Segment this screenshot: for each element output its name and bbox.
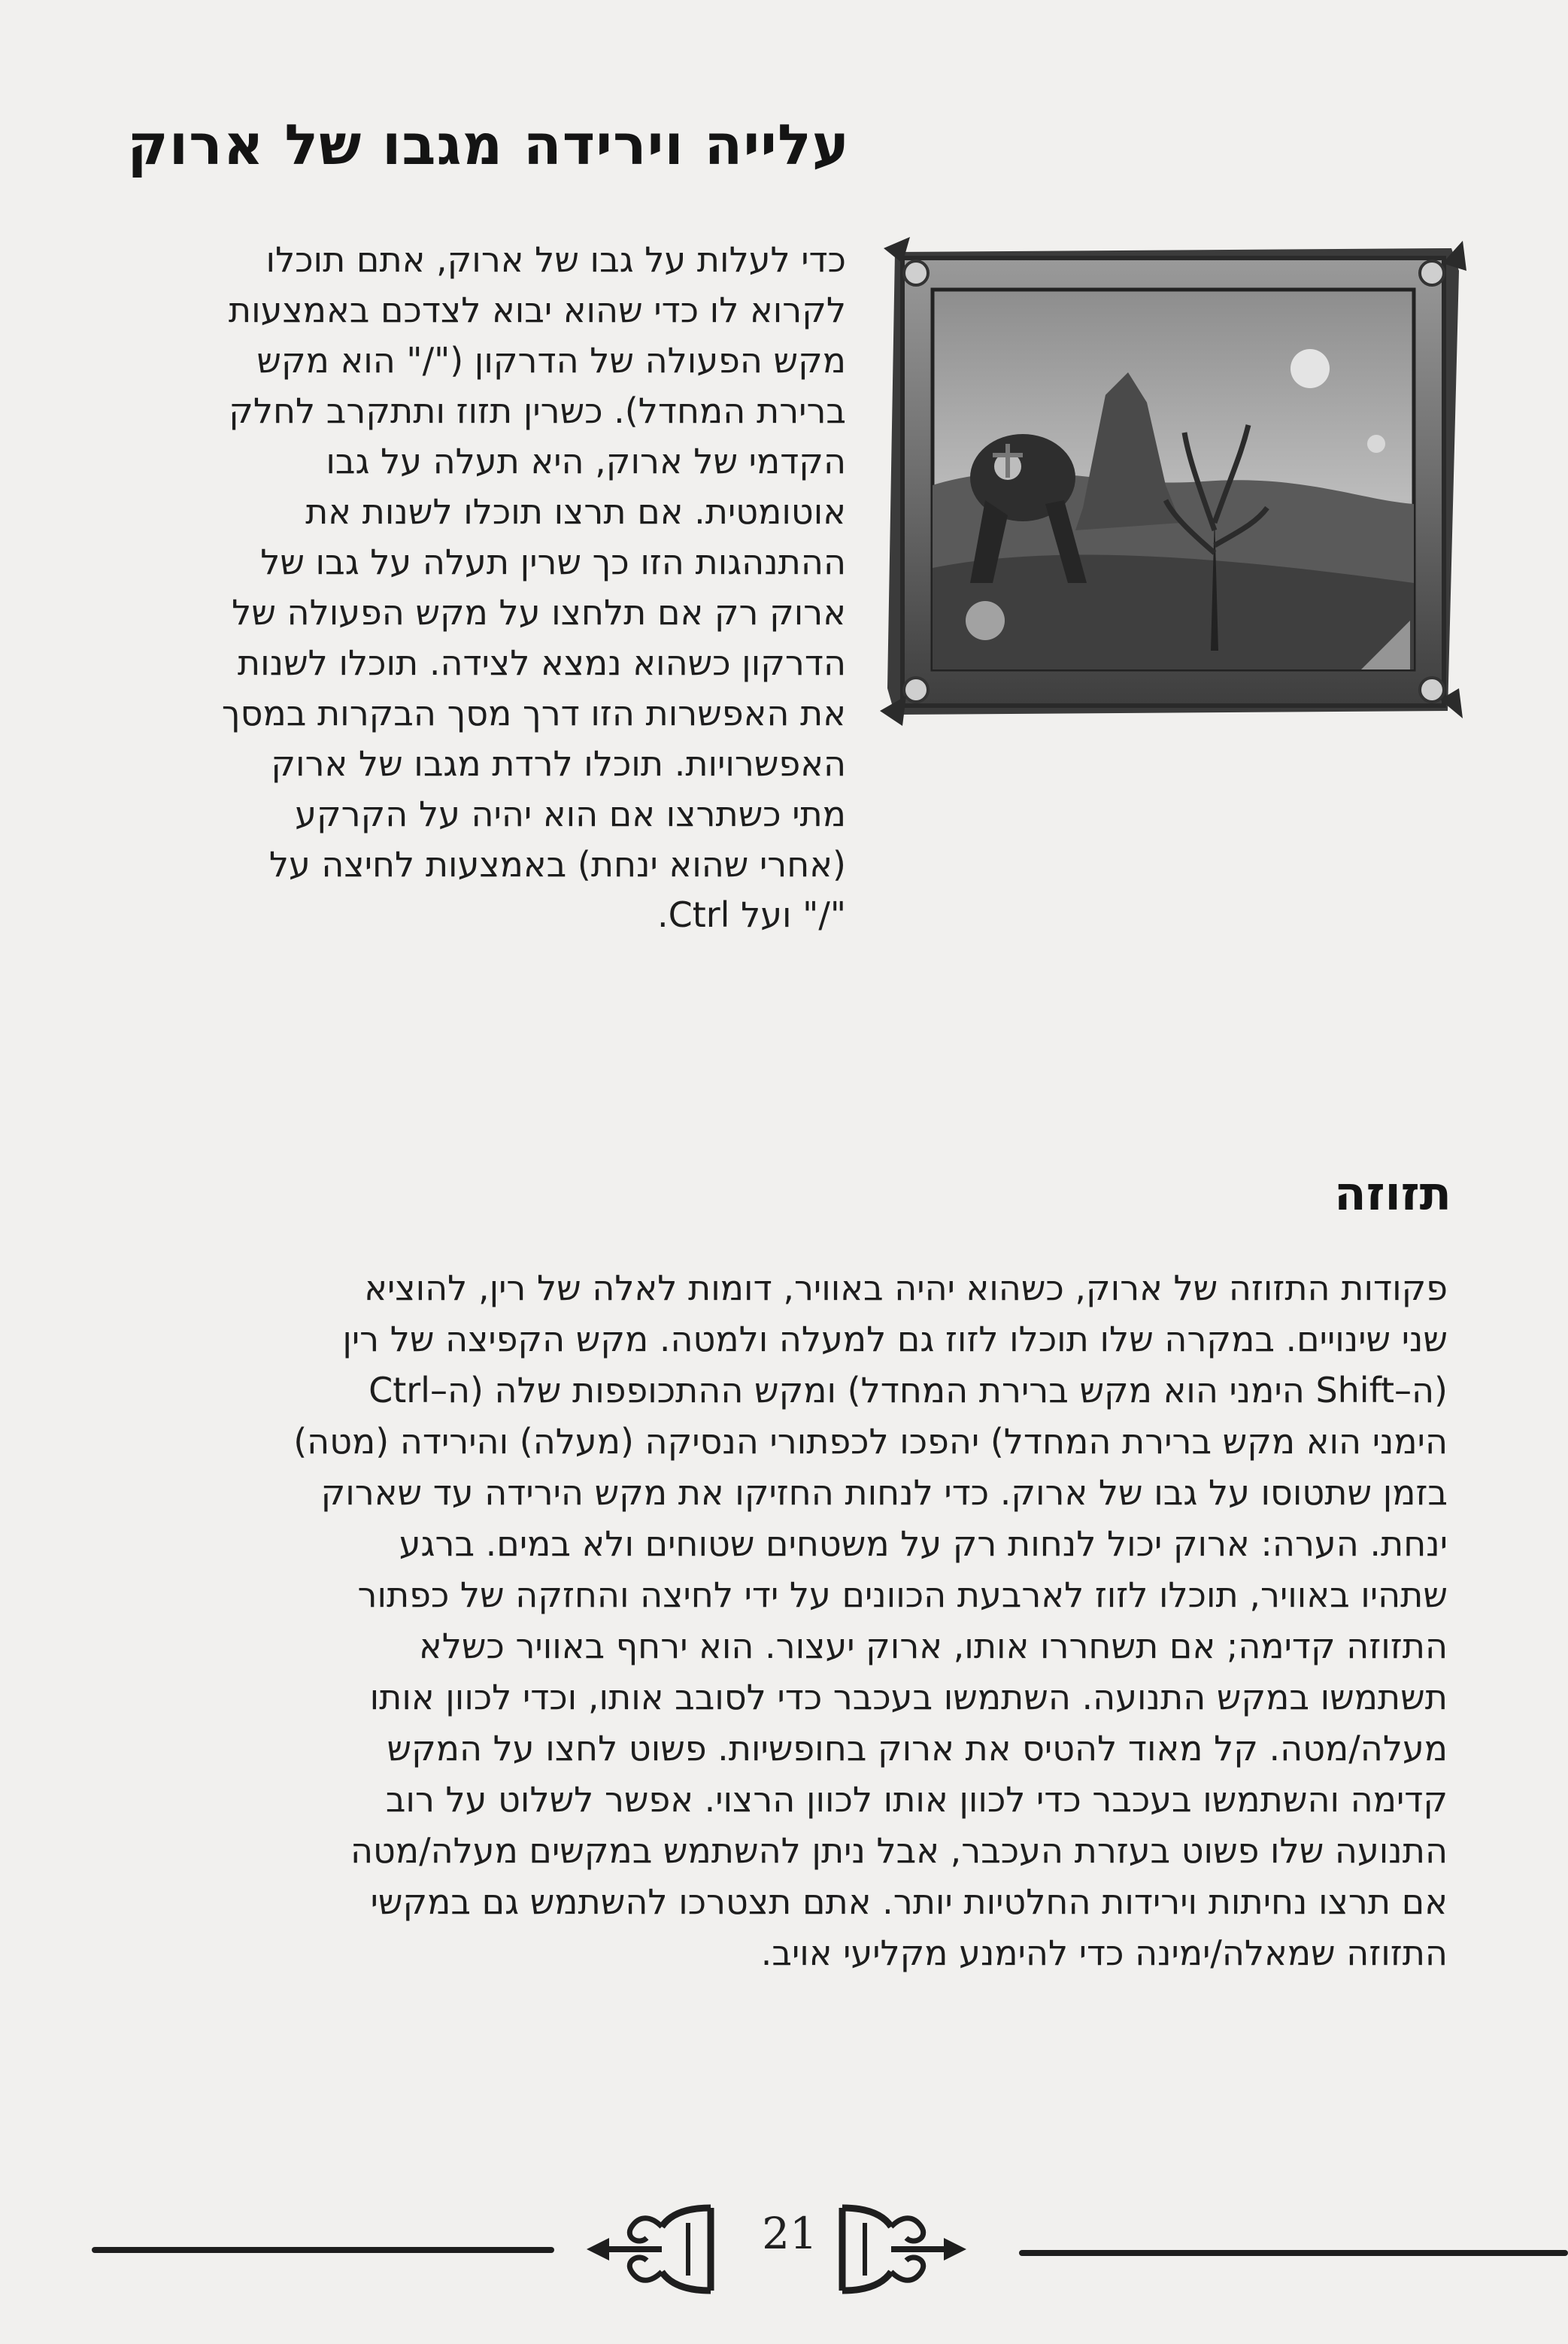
- footer-ornament-right-icon: [835, 2193, 974, 2306]
- body-line: תשתמשו במקש התנועה. השתמשו בעכבר כדי לסובב אותו, וכדי לכוון אותו: [369, 1677, 1448, 1717]
- body-line: (אחרי שהוא ינחת) באמצעות לחיצה על: [268, 844, 846, 885]
- body-line: בזמן שתטוסו על גבו של ארוק. כדי לנחות החזיקו את מקש הירידה עד שארוק: [320, 1472, 1448, 1513]
- body-line: הדרקון כשהוא נמצא לצידה. תוכלו לשנות: [237, 642, 846, 683]
- body-line: התזוזה קדימה; אם תשחררו אותו, ארוק יעצור. הוא ירחף באוויר כשלא: [419, 1626, 1448, 1666]
- body-line: כדי לעלות על גבו של ארוק, אתם תוכלו: [265, 239, 846, 280]
- body-line: ההתנהגות הזו כך שרין תעלה על גבו של: [260, 542, 846, 582]
- body-line: קדימה והשתמשו בעכבר כדי לכוון אותו לכוון הרצוי. אפשר לשלוט על רוב: [385, 1779, 1448, 1820]
- footer-rule-right: [1019, 2250, 1568, 2256]
- body-line: שני שינויים. במקרה שלו תוכלו לזוז גם למעלה ולמטה. מקש הקפיצה של רין: [342, 1319, 1448, 1359]
- body-line: ינחת. הערה: ארוק יכול לנחות רק על משטחים שטוחים ולא במים. ברגע: [399, 1523, 1448, 1564]
- body-line: את האפשרות הזו דרך מסך הבקרות במסך: [221, 693, 846, 733]
- body-line: התזוזה שמאלה/ימינה כדי להימנע מקליעי אויב.: [760, 1933, 1448, 1973]
- body-line: אוטומטית. אם תרצו תוכלו לשנות את: [305, 491, 846, 532]
- body-line: התנועה שלו פשוט בעזרת העכבר, אבל ניתן להשתמש במקשים מעלה/מטה: [350, 1830, 1448, 1871]
- footer-rule-left: [92, 2247, 554, 2253]
- body-line: הקדמי של ארוק, היא תעלה על גבו: [326, 441, 846, 481]
- game-screenshot-image: [880, 229, 1466, 730]
- body-line: אם תרצו נחיתות וירידות החלטיות יותר. אתם תצטרכו להשתמש גם במקשי: [370, 1881, 1448, 1922]
- body-line: ארוק רק אם תלחצו על מקש הפעולה של: [232, 592, 846, 633]
- body-line: (ה–Shift הימני הוא מקש ברירת המחדל) ומקש ההתכופפות שלה (ה–Ctrl: [368, 1370, 1448, 1410]
- body-line: לקרוא לו כדי שהוא יבוא לצדכם באמצעות: [228, 290, 846, 330]
- section-title-movement: תזוזה: [1334, 1166, 1451, 1221]
- footer-ornament-left-icon: [579, 2193, 718, 2306]
- game-screenshot-frame: [880, 229, 1466, 730]
- body-line: האפשרויות. תוכלו לרדת מגבו של ארוק: [271, 743, 846, 784]
- body-line: מעלה/מטה. קל מאוד להטיס את ארוק בחופשיות. פשוט לחצו על המקש: [387, 1728, 1448, 1769]
- section-title-mounting: עלייה וירידה מגבו של ארוק: [127, 113, 850, 178]
- body-line: ברירת המחדל). כשרין תזוז ותתקרב לחלק: [229, 390, 846, 431]
- body-line: "/" ועל Ctrl.: [657, 894, 846, 935]
- body-line: הימני הוא מקש ברירת המחדל) יהפכו לכפתורי הנסיקה (מעלה) והירידה (מטה): [293, 1421, 1448, 1462]
- body-line: פקודות התזוזה של ארוק, כשהוא יהיה באוויר, דומות לאלה של רין, להוציא: [364, 1268, 1448, 1308]
- body-line: מתי כשתרצו אם הוא יהיה על הקרקע: [295, 794, 846, 834]
- body-line: מקש הפעולה של הדרקון ("/" הוא מקש: [256, 340, 846, 381]
- body-line: שתהיו באוויר, תוכלו לזוז לארבעת הכוונים על ידי לחיצה והחזקה של כפתור: [357, 1574, 1448, 1615]
- page-number: 21: [762, 2208, 817, 2259]
